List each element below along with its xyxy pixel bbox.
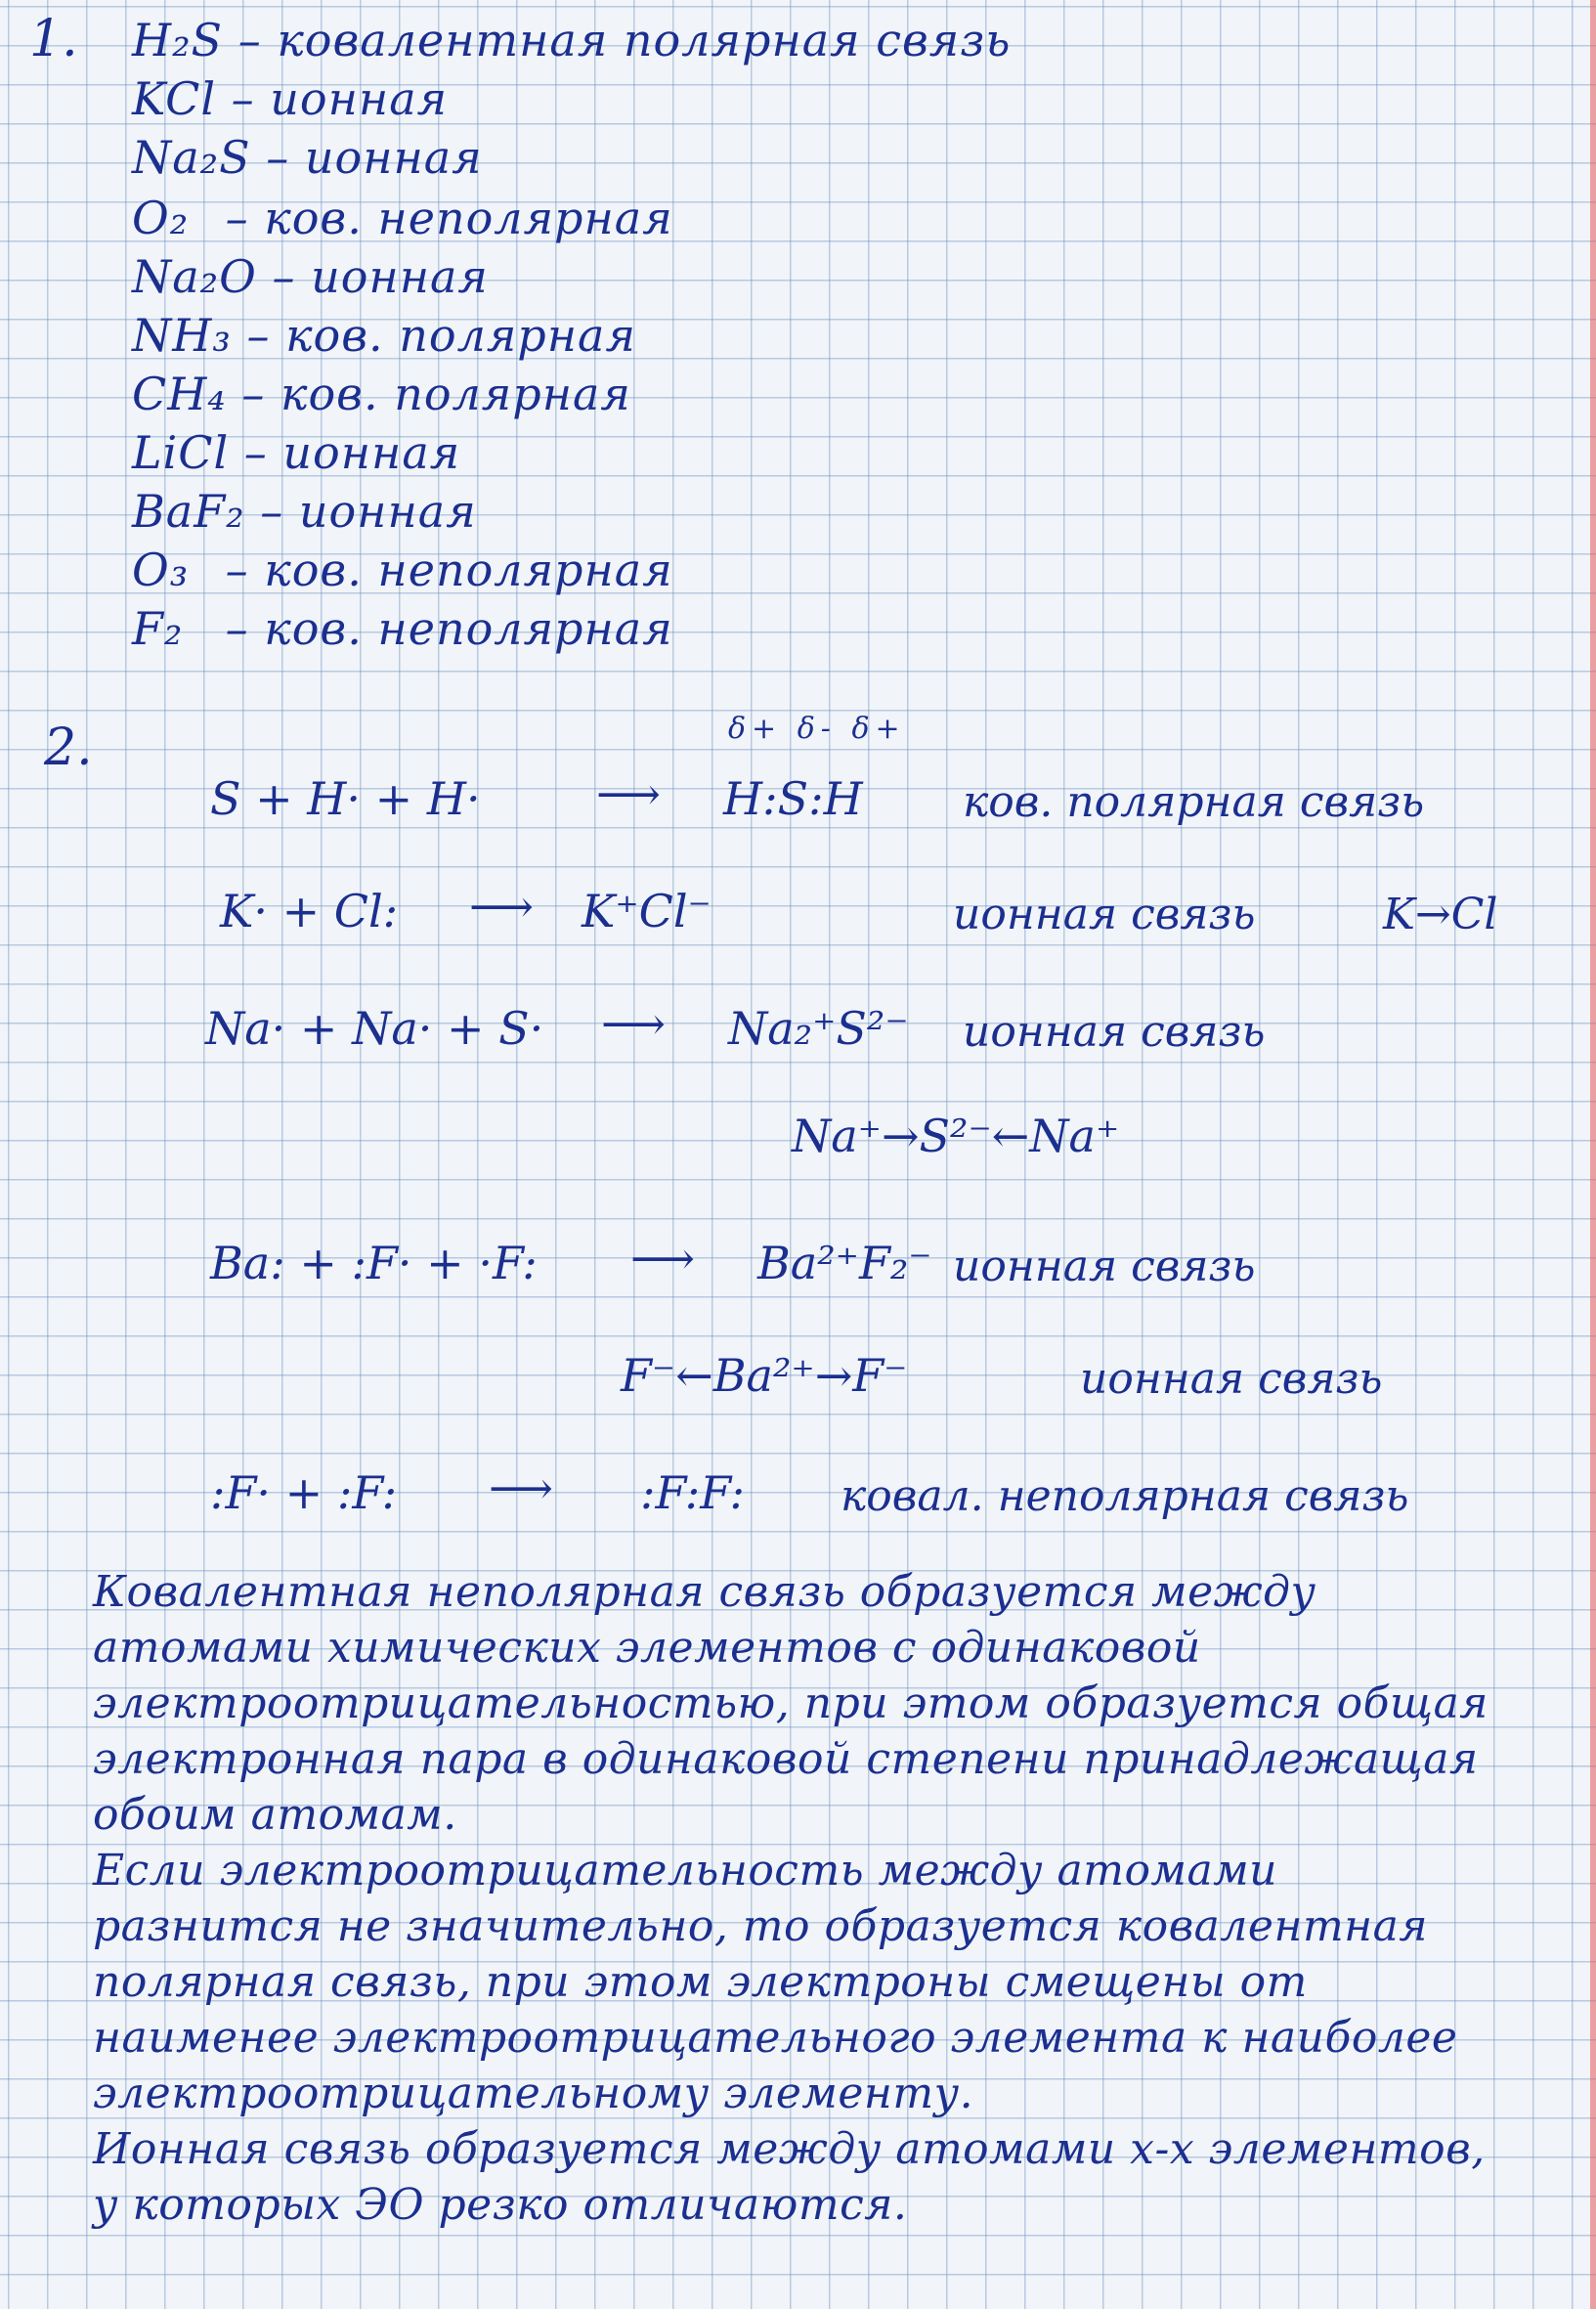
list-item xyxy=(132,368,631,420)
task-number-2: 2. xyxy=(44,719,93,777)
formula: NH₃ xyxy=(132,309,232,362)
equation-3-bond-label: ионная связь xyxy=(963,1007,1266,1057)
formula: LiCl xyxy=(132,426,230,479)
formula: H₂S xyxy=(132,14,224,66)
bond-type: ков. неполярная xyxy=(264,192,673,244)
equation-3-product: Na₂⁺S²⁻ xyxy=(728,1002,909,1055)
bond-type: ионная xyxy=(282,426,461,479)
equation-5-product: :F:F: xyxy=(640,1466,746,1519)
list-item xyxy=(132,602,673,655)
separator: – xyxy=(241,368,266,420)
equation-2-product: K⁺Cl⁻ xyxy=(582,885,712,937)
list-item xyxy=(132,309,636,362)
equation-3-left: Na· + Na· + S· xyxy=(205,1002,544,1055)
formula: Na₂S xyxy=(132,131,251,184)
equation-1-product: H:S:H xyxy=(723,772,863,825)
equation-4-scheme-label: ионная связь xyxy=(1080,1354,1383,1404)
list-item xyxy=(132,192,673,244)
equation-2-left: K· + Cl: xyxy=(220,885,399,937)
equation-5-bond-label: ковал. неполярная связь xyxy=(841,1471,1409,1521)
equation-1-left: S + H· + H· xyxy=(210,772,481,825)
separator: – xyxy=(246,309,271,362)
separator: – xyxy=(225,602,249,655)
separator: – xyxy=(260,485,284,538)
equation-4-product: Ba²⁺F₂⁻ xyxy=(757,1237,932,1289)
equation-2-arrow: ⟶ xyxy=(469,880,534,933)
list-item xyxy=(132,485,477,538)
equation-1-bond-label: ков. полярная связь xyxy=(963,777,1425,827)
bond-type: ков. полярная xyxy=(285,309,636,362)
equation-2-transfer: K→Cl xyxy=(1383,890,1498,939)
bond-type: ков. полярная xyxy=(280,368,631,420)
equation-3-scheme: Na⁺→S²⁻←Na⁺ xyxy=(792,1110,1120,1162)
separator: – xyxy=(225,544,249,596)
bond-type: ионная xyxy=(270,72,449,125)
formula: O₂ xyxy=(132,192,190,244)
formula: CH₄ xyxy=(132,368,227,420)
equation-4-arrow: ⟶ xyxy=(630,1232,695,1285)
list-item xyxy=(132,250,489,303)
list-item xyxy=(132,544,673,596)
separator: – xyxy=(225,192,249,244)
bond-type: ков. неполярная xyxy=(264,602,673,655)
bond-type: ионная xyxy=(304,131,483,184)
equation-5-left: :F· + :F: xyxy=(210,1466,398,1519)
equation-4-bond-label: ионная связь xyxy=(953,1242,1256,1291)
equation-2-bond-label: ионная связь xyxy=(953,890,1256,939)
formula: F₂ xyxy=(132,602,184,655)
equation-3-arrow: ⟶ xyxy=(601,997,666,1050)
list-item xyxy=(132,131,483,184)
margin-line xyxy=(1590,0,1596,2309)
explanation-text xyxy=(93,1564,1500,2233)
list-item xyxy=(132,14,1011,66)
separator: – xyxy=(266,131,290,184)
formula: O₃ xyxy=(132,544,190,596)
paragraph-polar: Если электроотрицательность между атомами разнится не значительно, то образуется ковалентная полярная связь, при этом электроны смещены от наименее электроотрицательного элемента к наиболее электроотрицательному элементу. xyxy=(93,1846,1458,2118)
formula: BaF₂ xyxy=(132,485,245,538)
list-item xyxy=(132,72,448,125)
bond-type: ионная xyxy=(298,485,477,538)
task-number-1: 1. xyxy=(29,10,78,68)
list-item xyxy=(132,426,460,479)
bond-type: ионная xyxy=(311,250,489,303)
equation-1-charges: δ+ δ- δ+ xyxy=(728,712,906,746)
equation-4-left: Ba: + :F· + ·F: xyxy=(210,1237,538,1289)
separator: – xyxy=(231,72,255,125)
bond-type: ковалентная полярная связь xyxy=(277,14,1012,66)
paragraph-nonpolar: Ковалентная неполярная связь образуется между атомами химических элементов с одинаковой электроотрицательностью, при этом образуется общая электронная пара в одинаковой степени принадлежащая обоим атомам. xyxy=(93,1567,1488,1840)
equation-4-scheme: F⁻←Ba²⁺→F⁻ xyxy=(621,1349,908,1402)
paragraph-ionic: Ионная связь образуется между атомами х-х элементов, у которых ЭО резко отличаются. xyxy=(93,2124,1486,2230)
equation-1-arrow: ⟶ xyxy=(596,767,661,820)
formula: KCl xyxy=(132,72,217,125)
separator: – xyxy=(243,426,268,479)
separator: – xyxy=(237,14,262,66)
formula: Na₂O xyxy=(132,250,257,303)
bond-type: ков. неполярная xyxy=(264,544,673,596)
equation-5-arrow: ⟶ xyxy=(489,1461,553,1514)
separator: – xyxy=(272,250,296,303)
